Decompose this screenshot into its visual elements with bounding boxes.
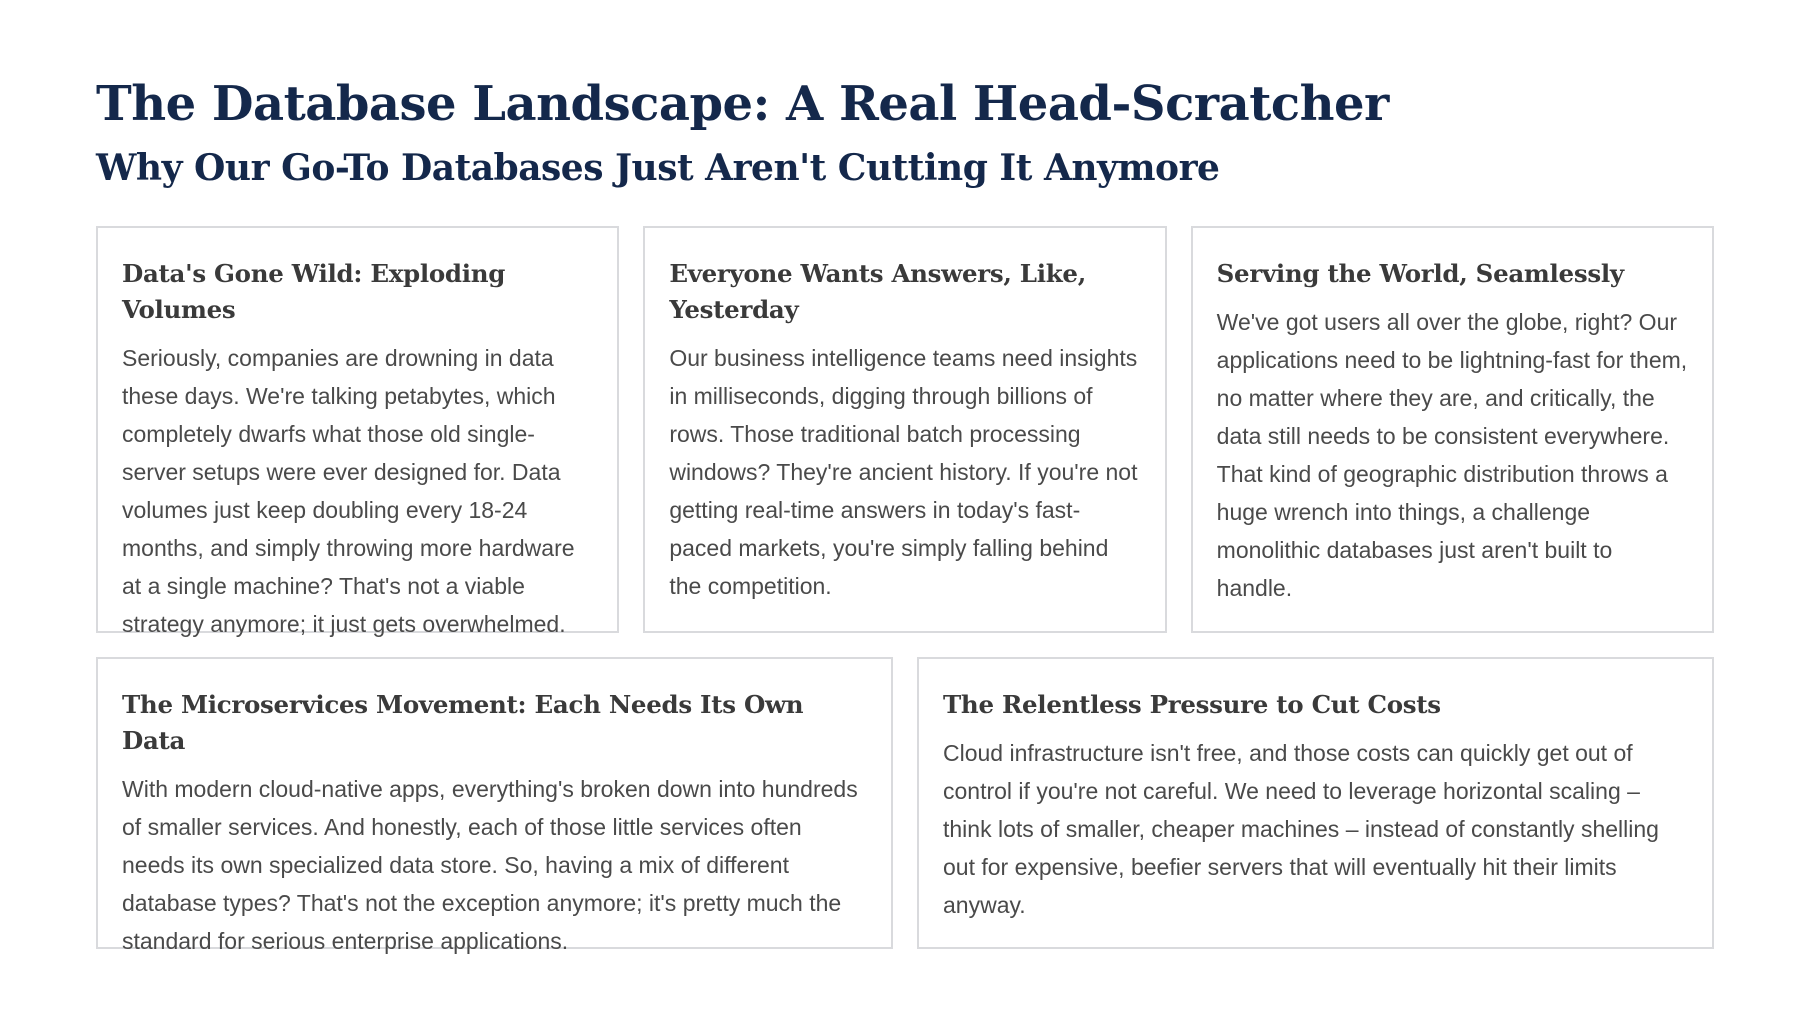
card-title: The Relentless Pressure to Cut Costs — [943, 690, 1441, 719]
card-body: We've got users all over the globe, right? Our applications need to be lightning-fast for them, no matter where they are, and critically, the data still needs to be consistent everywhere. That kind of geographic distribution throws a huge wrench into things, a challenge monolithic databases just aren't built to handle. — [1216, 309, 1688, 601]
card-microservices — [96, 657, 893, 954]
card-body: With modern cloud-native apps, everything's broken down into hundreds of smaller services. And honestly, each of those little services often needs its own specialized data store. So, having a mix of different database types? That's not the exception anymore; it's pretty much the standard for serious enterprise applications. — [122, 776, 858, 954]
page-title: The Database Landscape: A Real Head-Scratcher — [96, 76, 1389, 132]
page-subtitle: Why Our Go-To Databases Just Aren't Cutting It Anymore — [96, 147, 1220, 189]
card-body: Our business intelligence teams need insights in milliseconds, digging through billions of rows. Those traditional batch processing windows? They're ancient history. If you're not getting real-time answers in today's fast-paced markets, you're simply falling behind the competition. — [669, 345, 1138, 599]
card-title: Serving the World, Seamlessly — [1216, 259, 1624, 288]
card-cost-pressure — [917, 657, 1714, 949]
card-data-volumes — [96, 226, 619, 637]
card-realtime-answers — [643, 226, 1166, 633]
card-body: Cloud infrastructure isn't free, and those costs can quickly get out of control if you're not careful. We need to leverage horizontal scaling – think lots of smaller, cheaper machines – instead of constantly shelling out for expensive, beefier servers that will eventually hit their limits anyway. — [943, 740, 1659, 918]
card-title: Data's Gone Wild: Exploding Volumes — [122, 259, 506, 324]
card-row-bottom — [96, 657, 1714, 954]
card-title: Everyone Wants Answers, Like, Yesterday — [669, 259, 1086, 324]
card-body: Seriously, companies are drowning in data these days. We're talking petabytes, which completely dwarfs what those old single-server setups were ever designed for. Data volumes just keep doubling every 18-24 months, and simply throwing more hardware at a single machine? That's not a viable strategy anymore; it just gets overwhelmed. — [122, 345, 575, 637]
card-title: The Microservices Movement: Each Needs Its Own Data — [122, 690, 804, 755]
card-global-serving — [1191, 226, 1714, 633]
document-page — [96, 74, 1714, 954]
card-row-top — [96, 226, 1714, 637]
